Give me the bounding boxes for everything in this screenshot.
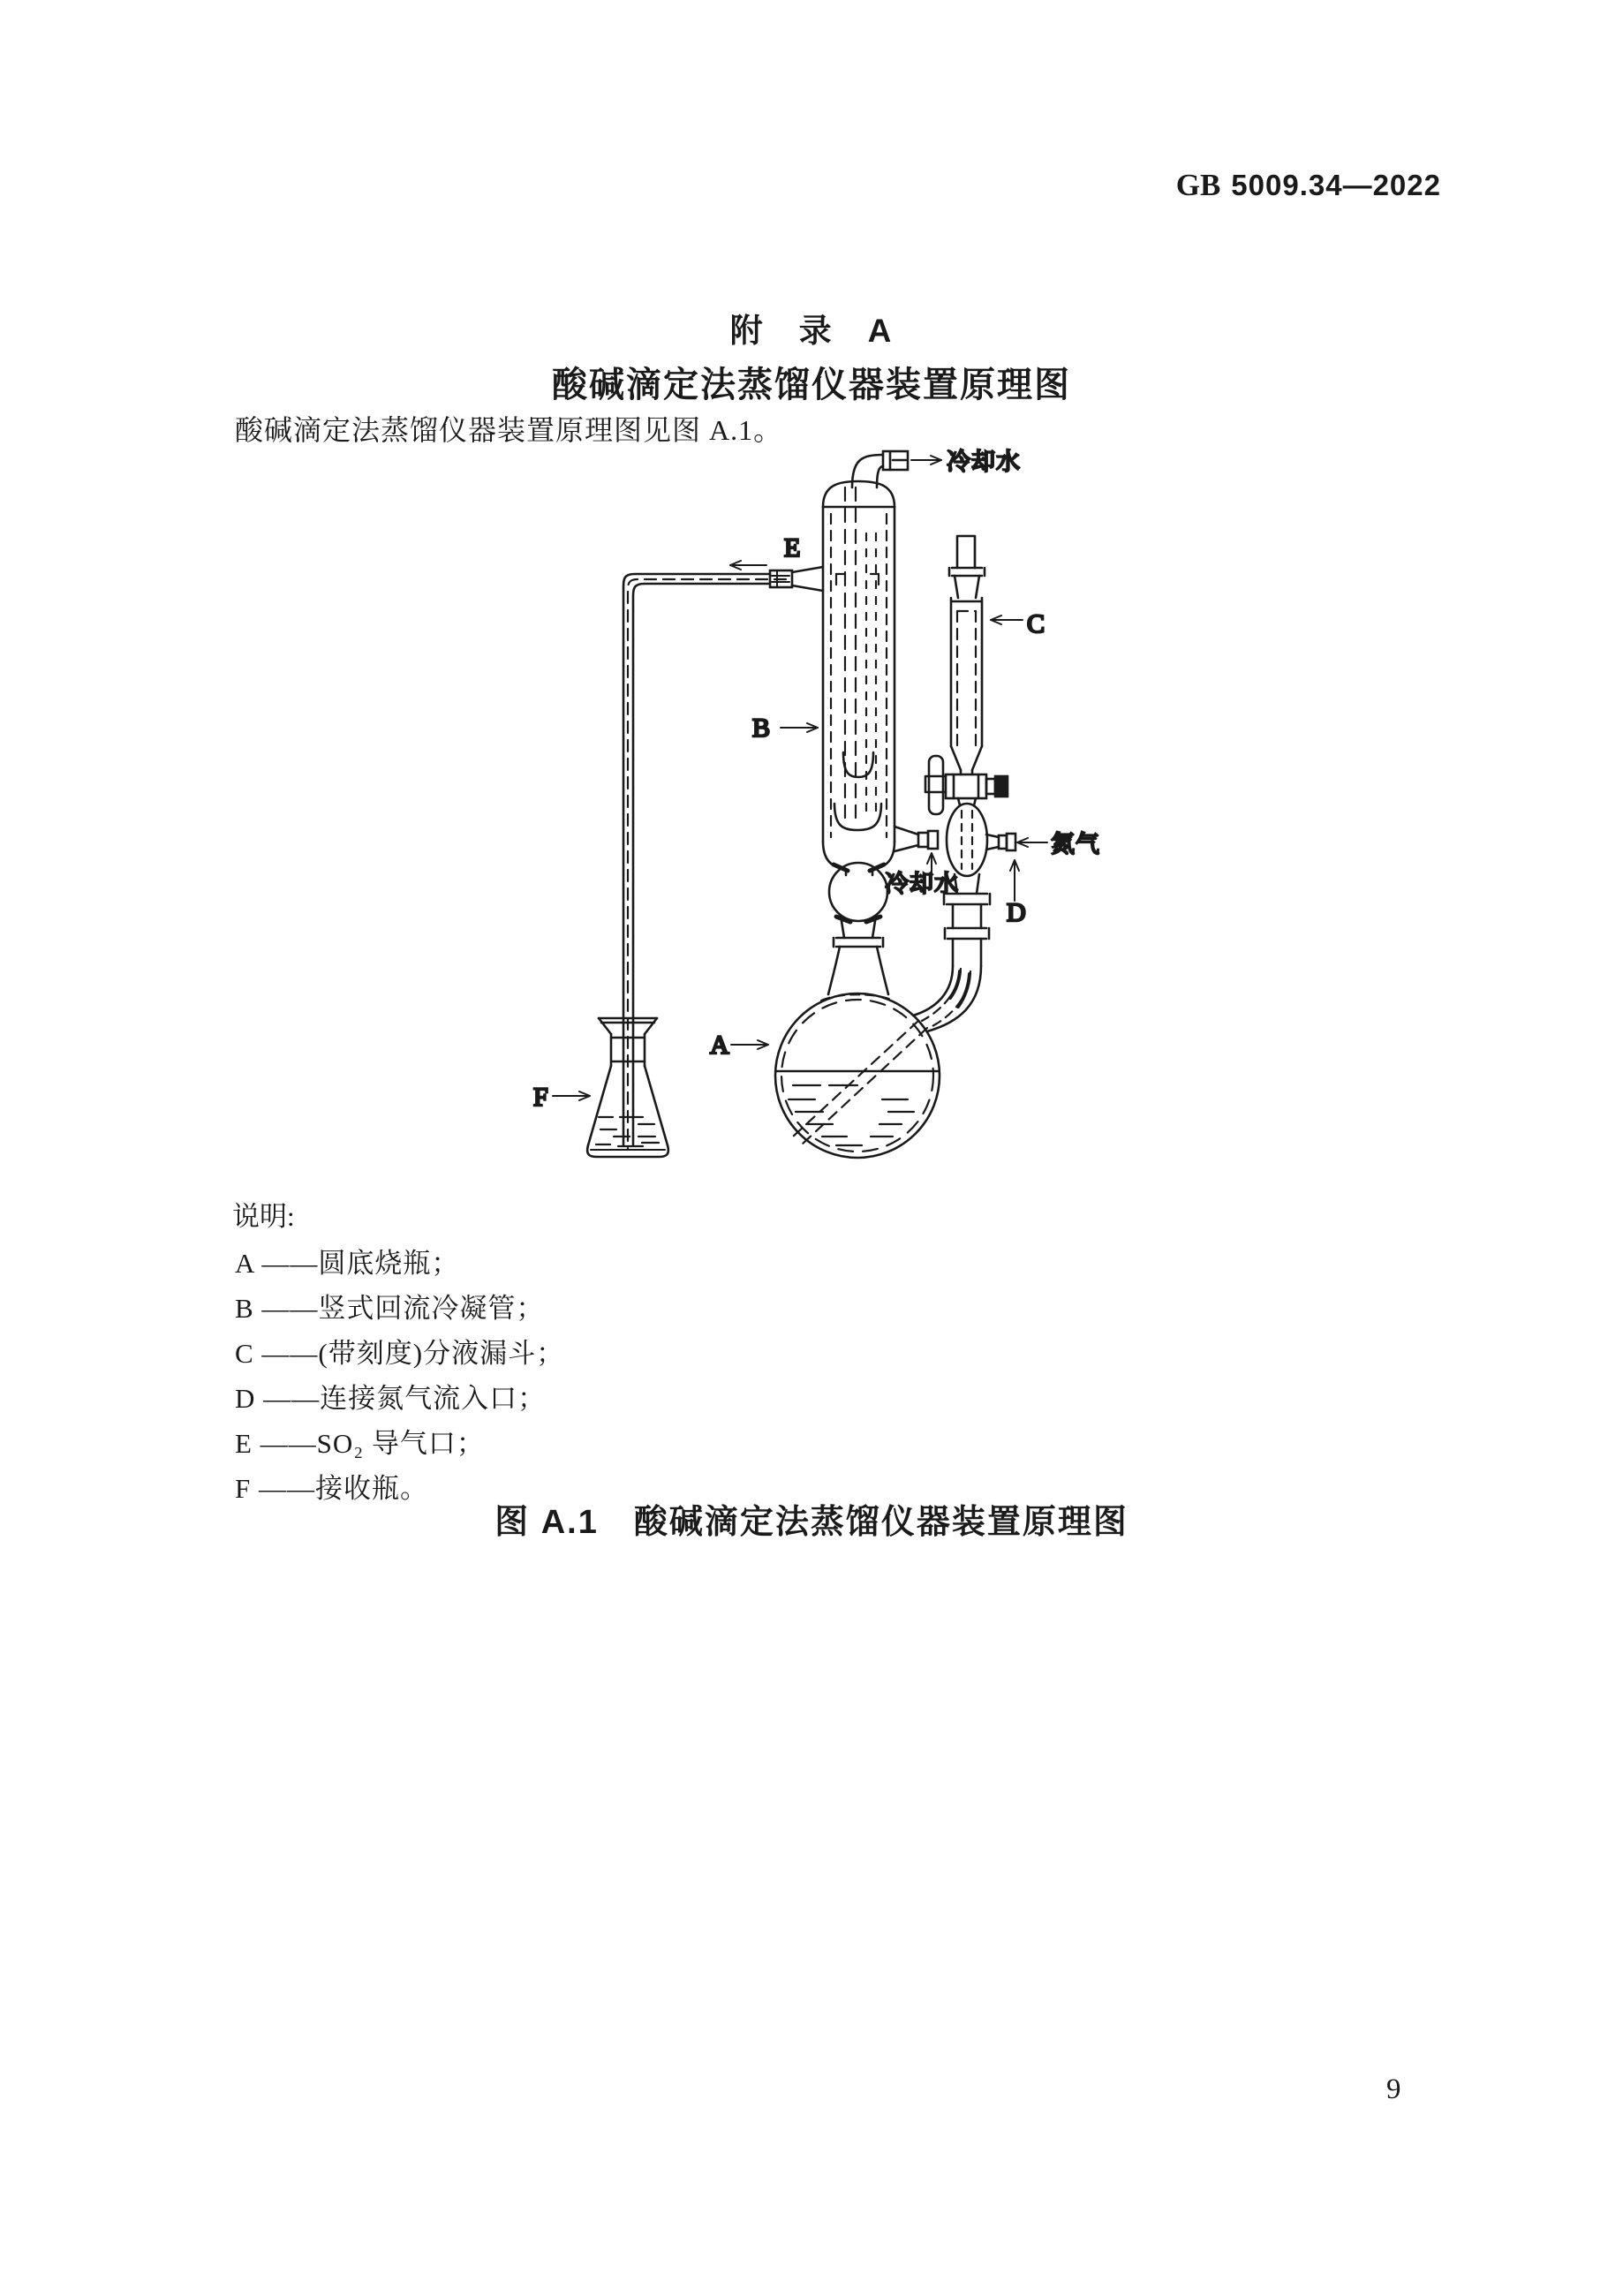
- cooling-water-top-label: 冷却水: [947, 449, 1021, 475]
- round-bottom-flask-a: [710, 993, 940, 1158]
- appendix-title: 附 录 A: [729, 313, 894, 349]
- ball-joint: [821, 863, 894, 1001]
- separating-funnel-c: [913, 536, 1045, 1031]
- intro-paragraph: 酸碱滴定法蒸馏仪器装置原理图见图 A.1。: [235, 414, 783, 446]
- figure-caption: 图 A.1 酸碱滴定法蒸馏仪器装置原理图: [494, 1504, 1129, 1541]
- legend-item-d: D ——连接氮气流入口；: [235, 1383, 547, 1414]
- condenser-b: [823, 451, 908, 875]
- part-d-label: D: [1007, 898, 1026, 927]
- part-b-label: B: [752, 714, 771, 743]
- legend-item-e: E ——SO₂ 导气口；: [235, 1428, 485, 1459]
- apparatus-diagram: [512, 442, 1113, 1188]
- legend-item-a: A ——圆底烧瓶；: [235, 1248, 460, 1279]
- legend-heading: 说明:: [232, 1201, 295, 1232]
- nitrogen-label: 氮气: [1051, 831, 1100, 857]
- legend-item-c: C ——(带刻度)分液漏斗；: [235, 1338, 565, 1369]
- standard-code-number: 5009.34—2022: [1231, 169, 1441, 201]
- standard-code-header: [0, 168, 1441, 203]
- cooling-water-bottom-label: 冷却水: [885, 871, 959, 897]
- part-f-label: F: [533, 1083, 548, 1112]
- standard-code-prefix: GB: [1175, 168, 1221, 202]
- appendix-subtitle: 酸碱滴定法蒸馏仪器装置原理图: [552, 366, 1071, 404]
- legend-item-b: B ——竖式回流冷凝管；: [235, 1293, 545, 1324]
- part-e-label: E: [784, 533, 801, 563]
- nitrogen-inlet-annotation: [1007, 831, 1100, 927]
- receiving-flask-f: [533, 1018, 668, 1157]
- part-a-label: A: [710, 1031, 729, 1060]
- cooling-water-inlet-annotation: [885, 827, 959, 897]
- part-c-label: C: [1027, 609, 1046, 638]
- page-number: 9: [1386, 2073, 1401, 2105]
- legend-item-f: F ——接收瓶。: [235, 1473, 428, 1504]
- part-b-annotation: [752, 714, 818, 743]
- cooling-water-outlet-annotation: [911, 449, 1021, 475]
